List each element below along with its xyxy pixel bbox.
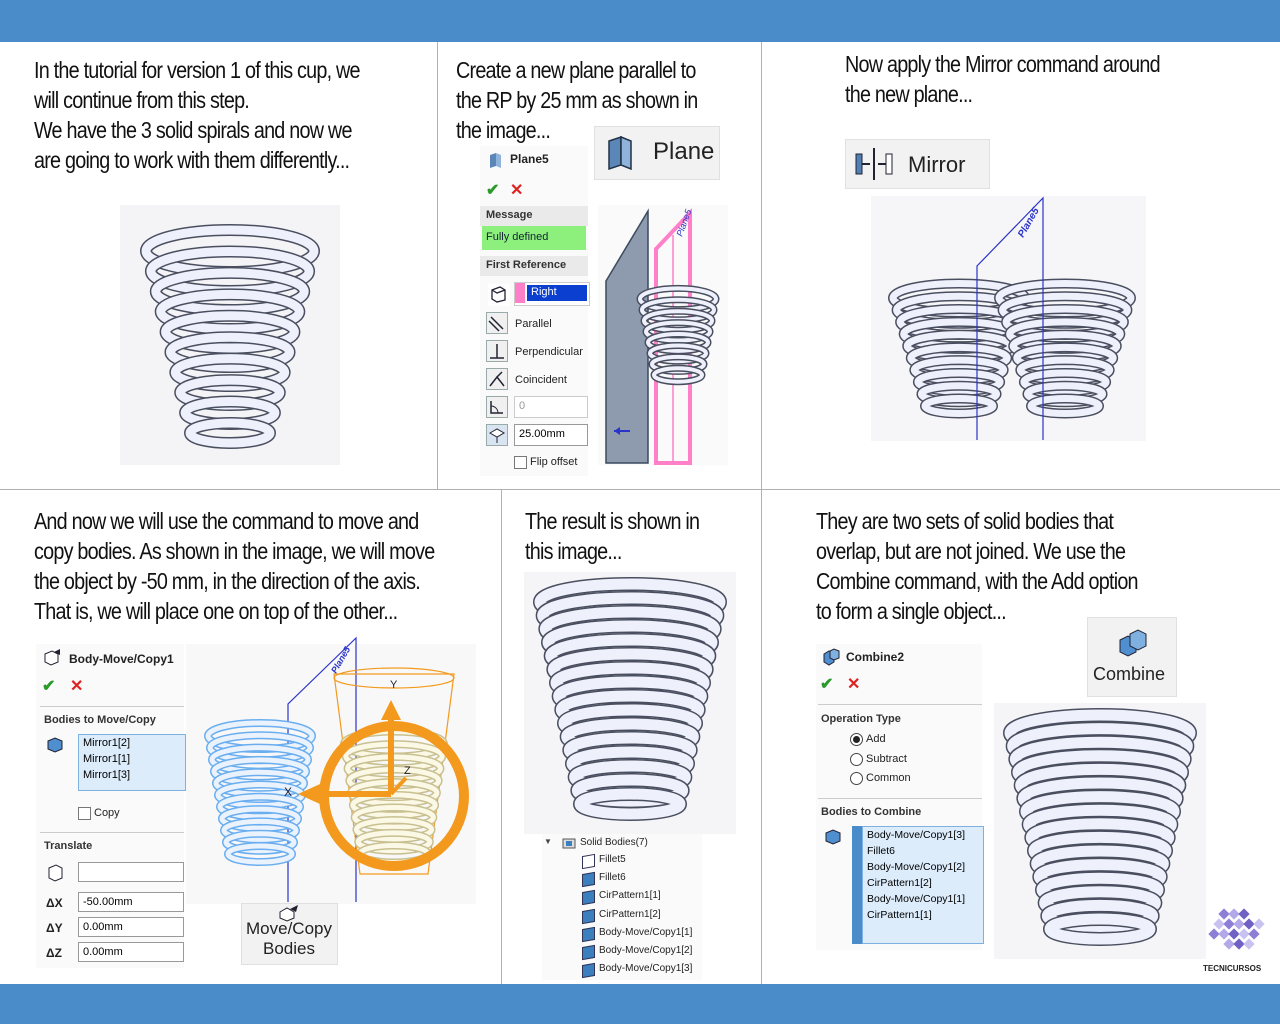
angle-field[interactable] [514, 396, 588, 418]
solid-body-icon [582, 854, 595, 869]
caption-line: In the tutorial for version 1 of this cup, we [34, 57, 360, 83]
coincident-button[interactable] [486, 368, 508, 390]
flip-offset-label: Flip offset [530, 456, 578, 468]
radio-add-label: Add [866, 733, 886, 745]
spring-coils [640, 288, 716, 381]
dy-value: 0.00mm [83, 921, 123, 933]
divider [818, 704, 982, 705]
logo-tile [1253, 918, 1264, 929]
axis-z-label: Z [404, 765, 411, 777]
ok-icon[interactable]: ✔ [820, 676, 834, 693]
combine-command-button[interactable] [1087, 617, 1177, 697]
plane-property-panel [480, 146, 588, 476]
cancel-icon[interactable]: ✕ [847, 676, 861, 693]
list-item[interactable]: Mirror1[1] [83, 753, 131, 765]
list-item[interactable]: CirPattern1[1] [867, 909, 932, 921]
combine-button-label: Combine [1093, 664, 1166, 684]
divider [437, 42, 438, 490]
logo-tile [1248, 928, 1259, 939]
coincident-label: Coincident [515, 374, 567, 386]
caption-line: That is, we will place one on top of the other... [34, 598, 398, 624]
logo-tile [1233, 938, 1244, 949]
status-message [482, 226, 586, 250]
caption-line: the new plane... [845, 81, 973, 107]
copy-checkbox[interactable] [78, 807, 91, 820]
mirror-command-button[interactable] [845, 139, 990, 189]
logo-tile [1228, 908, 1239, 919]
axis-x-label: X [284, 785, 293, 799]
flip-offset-checkbox[interactable] [514, 456, 527, 469]
divider [818, 798, 982, 799]
distance-value: 25.00mm [519, 428, 565, 440]
divider [0, 489, 1280, 490]
caption-line: Create a new plane parallel to [456, 57, 696, 83]
list-item[interactable]: Mirror1[3] [83, 769, 131, 781]
mirror-icon [854, 146, 898, 182]
move-copy-label-line1: Move/Copy [246, 919, 332, 938]
caption-line: overlap, but are not joined. We use the [816, 538, 1126, 564]
reference-value: Right [531, 286, 557, 298]
plane-label: Plane5 [329, 644, 353, 675]
logo-tile [1213, 918, 1224, 929]
caption-line: the object by -50 mm, in the direction of the axis. [34, 568, 421, 594]
list-item[interactable]: Fillet6 [867, 845, 896, 857]
reference-cube-icon [488, 284, 510, 306]
tree-item[interactable]: Body-Move/Copy1[2] [599, 945, 693, 956]
step6-caption [816, 506, 1138, 626]
list-item[interactable]: Body-Move/Copy1[1] [867, 893, 966, 905]
move-copy-graphics-view [186, 644, 476, 904]
caption-line: Now apply the Mirror command around [845, 51, 1160, 77]
perpendicular-label: Perpendicular [515, 346, 583, 358]
spring-coils [208, 723, 312, 862]
dx-field[interactable] [78, 892, 184, 912]
divider [501, 490, 502, 984]
logo-tile [1223, 918, 1234, 929]
ok-icon[interactable]: ✔ [486, 182, 500, 199]
angle-value: 0 [519, 400, 526, 412]
caption-line: copy bodies. As shown in the image, we will move [34, 538, 435, 564]
bodies-combine-list[interactable] [862, 826, 984, 944]
plane-icon [488, 152, 502, 168]
step1-caption [34, 55, 360, 175]
dz-field[interactable] [78, 942, 184, 962]
logo-tile [1218, 928, 1229, 939]
tree-item[interactable]: Fillet6 [599, 872, 626, 884]
caption-line: The result is shown in [525, 508, 700, 534]
logo-tile [1238, 928, 1249, 939]
mirror-button-label: Mirror [908, 152, 966, 177]
combine-graphics-view [994, 703, 1206, 959]
caption-line: will continue from this step. [34, 87, 250, 113]
caption-line: And now we will use the command to move and [34, 508, 419, 534]
tree-item[interactable]: Fillet5 [599, 854, 626, 865]
radio-common[interactable] [850, 772, 863, 785]
status-message-text: Fully defined [486, 231, 549, 243]
bodies-icon [46, 736, 66, 754]
logo-tile [1233, 918, 1244, 929]
plane-graphics-view [598, 205, 728, 465]
combine-icon [1116, 628, 1150, 658]
plane-icon [605, 135, 635, 171]
tree-item[interactable]: CirPattern1[1] [599, 890, 661, 902]
parallel-label: Parallel [515, 318, 552, 330]
move-copy-icon [42, 648, 64, 668]
distance-field[interactable] [514, 424, 588, 446]
logo-text: TECNICURSOS [1203, 964, 1262, 973]
plane-command-button[interactable] [594, 126, 720, 180]
reference-header: First Reference [486, 259, 567, 271]
plane-label: Plane5 [1016, 206, 1042, 240]
solid-body-icon [582, 963, 595, 978]
caption-line: are going to work with them differently... [34, 147, 350, 173]
solid-body-icon [582, 945, 595, 960]
dy-field[interactable] [78, 917, 184, 937]
result-graphics-view [524, 572, 736, 834]
axis-y-label: Y [390, 679, 398, 691]
logo-tile [1218, 908, 1229, 919]
dz-label: ΔZ [46, 946, 62, 960]
divider [40, 832, 184, 833]
message-header: Message [486, 209, 533, 221]
caption-line: They are two sets of solid bodies that [816, 508, 1114, 534]
translate-reference-field[interactable] [78, 862, 184, 882]
caption-line: Combine command, with the Add option [816, 568, 1138, 594]
caption-line: this image... [525, 538, 622, 564]
solid-bodies-tree [542, 834, 702, 980]
tree-root-label[interactable]: Solid Bodies(7) [580, 837, 648, 848]
tree-expand-icon[interactable]: ▼ [544, 837, 552, 846]
mirror-graphics-view [871, 196, 1146, 441]
operation-type-header: Operation Type [821, 713, 901, 725]
list-item[interactable]: CirPattern1[2] [867, 877, 932, 889]
list-item[interactable]: Body-Move/Copy1[2] [867, 861, 966, 873]
combine-property-panel [816, 644, 982, 950]
panel-title: Combine2 [846, 650, 905, 664]
perpendicular-button[interactable] [486, 340, 508, 362]
logo-tile [1243, 938, 1254, 949]
logo-tile [1228, 928, 1239, 939]
cancel-icon[interactable]: ✕ [510, 182, 524, 199]
solid-body-icon [582, 872, 595, 887]
panel-title: Body-Move/Copy1 [69, 652, 174, 666]
caption-line: We have the 3 solid spirals and now we [34, 117, 352, 143]
caption-line: to form a single object... [816, 598, 1006, 624]
radio-subtract-label: Subtract [866, 753, 907, 765]
list-item[interactable]: Body-Move/Copy1[3] [867, 829, 966, 841]
plane-button-label: Plane [653, 138, 715, 165]
logo-tile [1238, 908, 1249, 919]
cube-icon [46, 863, 66, 883]
move-copy-property-panel [36, 644, 184, 968]
divider [761, 42, 762, 984]
dz-value: 0.00mm [83, 946, 123, 958]
parallel-button[interactable] [486, 312, 508, 334]
tree-item[interactable]: Body-Move/Copy1[3] [599, 963, 693, 975]
dy-label: ΔY [46, 921, 63, 935]
logo-tile [1223, 938, 1234, 949]
step3-caption [845, 49, 1160, 109]
bodies-icon [824, 828, 842, 846]
caption-line: the image... [456, 117, 551, 143]
list-item[interactable]: Mirror1[2] [83, 737, 131, 749]
step4-caption [34, 506, 434, 626]
radio-common-label: Common [866, 772, 911, 784]
step5-caption [525, 506, 699, 566]
logo-tile [1208, 928, 1219, 939]
solid-body-icon [582, 890, 595, 905]
radio-subtract[interactable] [850, 753, 863, 766]
divider [40, 706, 184, 707]
dx-value: -50.00mm [83, 896, 133, 908]
translate-header: Translate [44, 840, 93, 852]
ok-icon[interactable]: ✔ [42, 678, 56, 695]
list-selection-bar [852, 826, 862, 944]
tree-item[interactable]: Body-Move/Copy1[1] [599, 926, 693, 938]
folder-icon [562, 836, 576, 850]
bodies-list[interactable] [78, 734, 186, 791]
dx-label: ΔX [46, 896, 63, 910]
bottom-banner [0, 984, 1280, 1024]
spiral-model-view [120, 205, 340, 465]
panel-title: Plane5 [510, 152, 549, 166]
solid-body-icon [582, 908, 595, 923]
tecnicursos-logo [1204, 906, 1264, 958]
logo-tile [1243, 918, 1254, 929]
angle-button[interactable] [486, 396, 508, 418]
combine-icon [822, 648, 840, 666]
radio-add[interactable] [850, 733, 863, 746]
tree-item[interactable]: CirPattern1[2] [599, 908, 661, 920]
copy-label: Copy [94, 807, 120, 819]
caption-line: the RP by 25 mm as shown in [456, 87, 698, 113]
top-banner [0, 0, 1280, 42]
move-copy-bodies-button[interactable] [241, 903, 338, 965]
bodies-combine-header: Bodies to Combine [821, 806, 922, 818]
solid-body-icon [582, 927, 595, 942]
reference-selection-box[interactable] [514, 282, 590, 306]
cancel-icon[interactable]: ✕ [70, 678, 84, 695]
plane-label: Plane5 [674, 207, 694, 238]
move-copy-label-line2: Bodies [263, 939, 315, 958]
distance-button[interactable] [486, 424, 508, 446]
bodies-header: Bodies to Move/Copy [44, 714, 156, 726]
